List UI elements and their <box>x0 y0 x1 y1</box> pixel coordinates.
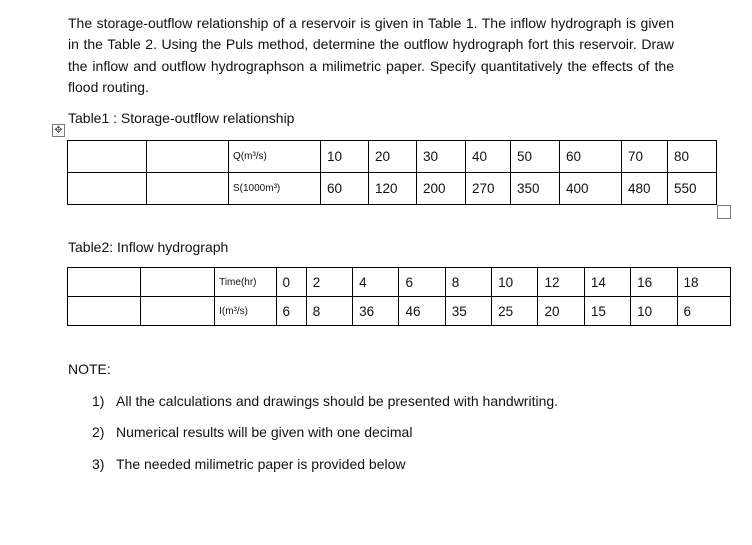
time-value: 14 <box>584 268 630 297</box>
s-value: 200 <box>417 173 466 205</box>
inflow-value: 35 <box>445 297 491 326</box>
s-value: 60 <box>321 173 369 205</box>
time-value: 16 <box>631 268 677 297</box>
row-label-time: Time(hr) <box>215 268 276 297</box>
s-value: 550 <box>668 173 717 205</box>
inflow-value: 8 <box>306 297 352 326</box>
table-resize-handle[interactable] <box>717 205 731 219</box>
time-value: 6 <box>399 268 445 297</box>
table-cell-empty <box>147 173 229 205</box>
table1-caption: Table1 : Storage-outflow relationship <box>68 110 295 126</box>
inflow-value: 6 <box>276 297 306 326</box>
table-row <box>68 173 717 205</box>
note-title: NOTE: <box>68 361 111 377</box>
table-cell-empty <box>68 141 147 173</box>
q-value: 70 <box>622 141 668 173</box>
s-value: 400 <box>560 173 622 205</box>
note-number: 3) <box>92 456 105 472</box>
inflow-value: 6 <box>677 297 730 326</box>
q-value: 80 <box>668 141 717 173</box>
storage-outflow-table <box>67 140 717 205</box>
table2-caption: Table2: Inflow hydrograph <box>68 239 229 255</box>
q-value: 40 <box>466 141 511 173</box>
note-item <box>92 456 405 472</box>
note-item <box>92 424 412 440</box>
row-label-inflow: I(m³/s) <box>215 297 276 326</box>
row-label-q: Q(m³/s) <box>229 141 321 173</box>
s-value: 120 <box>369 173 417 205</box>
table-cell-empty <box>140 297 215 326</box>
time-value: 18 <box>677 268 730 297</box>
q-value: 30 <box>417 141 466 173</box>
time-value: 2 <box>306 268 352 297</box>
row-label-s: S(1000m³) <box>229 173 321 205</box>
table-cell-empty <box>147 141 229 173</box>
s-value: 480 <box>622 173 668 205</box>
s-value: 350 <box>511 173 560 205</box>
note-text: All the calculations and drawings should be presented with handwriting. <box>116 393 559 409</box>
table-move-handle-icon[interactable]: ✥ <box>52 124 65 137</box>
time-value: 4 <box>353 268 399 297</box>
table-row <box>68 141 717 173</box>
problem-statement: The storage-outflow relationship of a reservoir is given in Table 1. The inflow hydrograph is given in the Table 2. Using the Puls method, determine the outflow hydrograph fort this reservoir. Draw the inflow and outflow hydrographson a milimetric paper. Specify quantitatively the effects of the flood routing. <box>68 15 674 95</box>
time-value: 0 <box>276 268 306 297</box>
note-item <box>92 393 558 409</box>
q-value: 10 <box>321 141 369 173</box>
table-row <box>68 297 731 326</box>
table-cell-empty <box>68 173 147 205</box>
table-cell-empty <box>68 268 141 297</box>
note-text: Numerical results will be given with one decimal <box>116 424 413 440</box>
s-value: 270 <box>466 173 511 205</box>
q-value: 60 <box>560 141 622 173</box>
time-value: 10 <box>492 268 538 297</box>
inflow-value: 36 <box>353 297 399 326</box>
inflow-value: 15 <box>584 297 630 326</box>
note-number: 1) <box>92 393 105 409</box>
time-value: 12 <box>538 268 584 297</box>
time-value: 8 <box>445 268 491 297</box>
note-number: 2) <box>92 424 105 440</box>
note-text: The needed milimetric paper is provided below <box>116 456 406 472</box>
inflow-value: 10 <box>631 297 677 326</box>
table-cell-empty <box>68 297 141 326</box>
inflow-value: 46 <box>399 297 445 326</box>
q-value: 20 <box>369 141 417 173</box>
inflow-hydrograph-table <box>67 267 731 326</box>
inflow-value: 20 <box>538 297 584 326</box>
table-cell-empty <box>140 268 215 297</box>
inflow-value: 25 <box>492 297 538 326</box>
table-row <box>68 268 731 297</box>
q-value: 50 <box>511 141 560 173</box>
